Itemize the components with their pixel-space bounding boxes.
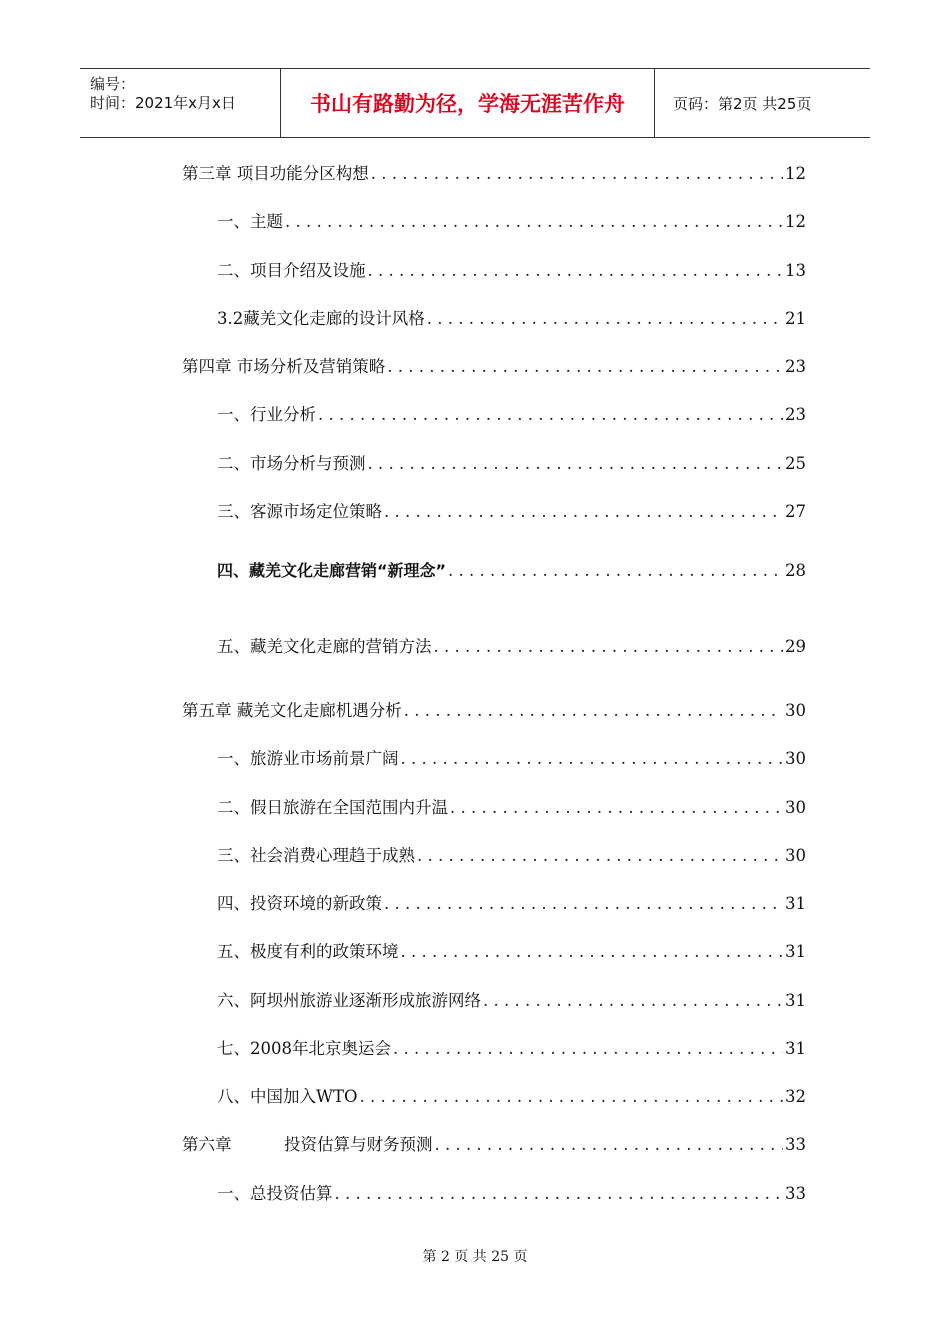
toc-entry[interactable]	[182, 1131, 806, 1155]
toc-entry-page: 31	[785, 1039, 806, 1058]
toc-leader-dots	[393, 1039, 783, 1058]
toc-entry[interactable]	[217, 1035, 806, 1059]
toc-entry-title: 二、假日旅游在全国范围内升温	[217, 798, 448, 817]
toc-leader-dots	[434, 637, 784, 656]
header-motto: 书山有路勤为径，学海无涯苦作舟	[281, 69, 655, 137]
toc-leader-dots	[318, 405, 783, 424]
toc-entry[interactable]	[182, 697, 806, 721]
toc-entry-page: 25	[785, 454, 806, 473]
toc-entry-page: 21	[785, 309, 806, 328]
toc-entry[interactable]	[217, 558, 806, 581]
toc-entry-title: 二、市场分析与预测	[217, 454, 366, 473]
toc-entry[interactable]	[217, 257, 806, 281]
toc-entry-page: 30	[785, 701, 806, 720]
toc-entry-title: 二、项目介绍及设施	[217, 261, 366, 280]
toc-entry-title: 一、总投资估算	[217, 1184, 333, 1203]
toc-entry[interactable]	[217, 208, 806, 232]
document-date: 时间：2021年x月x日	[90, 94, 236, 112]
toc-entry[interactable]	[217, 890, 806, 914]
toc-entry-page: 33	[785, 1135, 806, 1154]
header-meta	[80, 69, 281, 137]
toc-entry-title: 第六章 投资估算与财务预测	[182, 1135, 433, 1154]
header-page-info	[665, 69, 870, 137]
page-header	[80, 68, 870, 138]
toc-entry-page: 30	[785, 846, 806, 865]
toc-leader-dots	[483, 991, 783, 1010]
toc-entry-page: 12	[785, 212, 806, 231]
page-footer: 第 2 页 共 25 页	[422, 1249, 528, 1265]
toc-entry-page: 28	[785, 561, 806, 580]
toc-leader-dots	[368, 454, 784, 473]
toc-entry[interactable]	[217, 1180, 806, 1204]
toc-leader-dots	[371, 164, 783, 183]
toc-entry-title: 三、社会消费心理趋于成熟	[217, 846, 415, 865]
toc-leader-dots	[448, 561, 783, 580]
toc-entry-page: 27	[785, 502, 806, 521]
toc-entry[interactable]	[217, 498, 806, 522]
toc-entry[interactable]	[182, 160, 806, 184]
toc-entry-title: 一、行业分析	[217, 405, 316, 424]
toc-leader-dots	[384, 502, 783, 521]
toc-leader-dots	[368, 261, 784, 280]
toc-leader-dots	[384, 894, 783, 913]
toc-entry-title: 五、极度有利的政策环境	[217, 942, 399, 961]
toc-entry-page: 30	[785, 749, 806, 768]
toc-entry-page: 23	[785, 357, 806, 376]
toc-entry[interactable]	[217, 794, 806, 818]
toc-entry[interactable]	[217, 450, 806, 474]
toc-entry-title: 第五章 藏羌文化走廊机遇分析	[182, 701, 402, 720]
toc-entry-title: 四、藏羌文化走廊营销“新理念”	[217, 561, 447, 580]
toc-entry-title: 七、2008年北京奥运会	[217, 1039, 391, 1058]
toc-entry-page: 23	[785, 405, 806, 424]
toc-entry[interactable]	[217, 401, 806, 425]
toc-leader-dots	[335, 1184, 784, 1203]
toc-leader-dots	[450, 798, 783, 817]
toc-entry-title: 八、中国加入WTO	[217, 1087, 358, 1106]
toc-leader-dots	[360, 1087, 784, 1106]
toc-entry-title: 第四章 市场分析及营销策略	[182, 357, 386, 376]
toc-entry-page: 12	[785, 164, 806, 183]
page-info-text: 页码：第2页 共25页	[673, 94, 812, 113]
toc-entry[interactable]	[217, 987, 806, 1011]
toc-entry-page: 31	[785, 894, 806, 913]
toc-entry[interactable]	[217, 938, 806, 962]
toc-entry[interactable]	[182, 353, 806, 377]
toc-entry[interactable]	[217, 1083, 806, 1107]
toc-entry-title: 第三章 项目功能分区构想	[182, 164, 369, 183]
toc-entry-title: 一、旅游业市场前景广阔	[217, 749, 399, 768]
toc-entry-title: 三、客源市场定位策略	[217, 502, 382, 521]
toc-leader-dots	[404, 701, 783, 720]
toc-entry[interactable]	[217, 305, 806, 329]
toc-entry[interactable]	[217, 842, 806, 866]
toc-entry[interactable]	[217, 633, 806, 657]
toc-leader-dots	[401, 749, 784, 768]
toc-entry-title: 六、阿坝州旅游业逐渐形成旅游网络	[217, 991, 481, 1010]
toc-entry-title: 五、藏羌文化走廊的营销方法	[217, 637, 432, 656]
toc-entry-page: 31	[785, 942, 806, 961]
toc-leader-dots	[427, 309, 783, 328]
toc-entry-page: 32	[785, 1087, 806, 1106]
toc-entry-page: 29	[785, 637, 806, 656]
toc-entry-page: 31	[785, 991, 806, 1010]
toc-leader-dots	[434, 1135, 783, 1154]
toc-leader-dots	[285, 212, 783, 231]
document-number-label: 编号：	[90, 75, 136, 93]
toc-entry-page: 33	[785, 1184, 806, 1203]
toc-entry[interactable]	[217, 745, 806, 769]
toc-entry-title: 四、投资环境的新政策	[217, 894, 382, 913]
toc-entry-title: 一、主题	[217, 212, 283, 231]
toc-leader-dots	[417, 846, 783, 865]
toc-leader-dots	[387, 357, 783, 376]
toc-leader-dots	[401, 942, 784, 961]
toc-entry-page: 30	[785, 798, 806, 817]
toc-entry-page: 13	[785, 261, 806, 280]
toc-entry-title: 3.2藏羌文化走廊的设计风格	[217, 309, 425, 328]
